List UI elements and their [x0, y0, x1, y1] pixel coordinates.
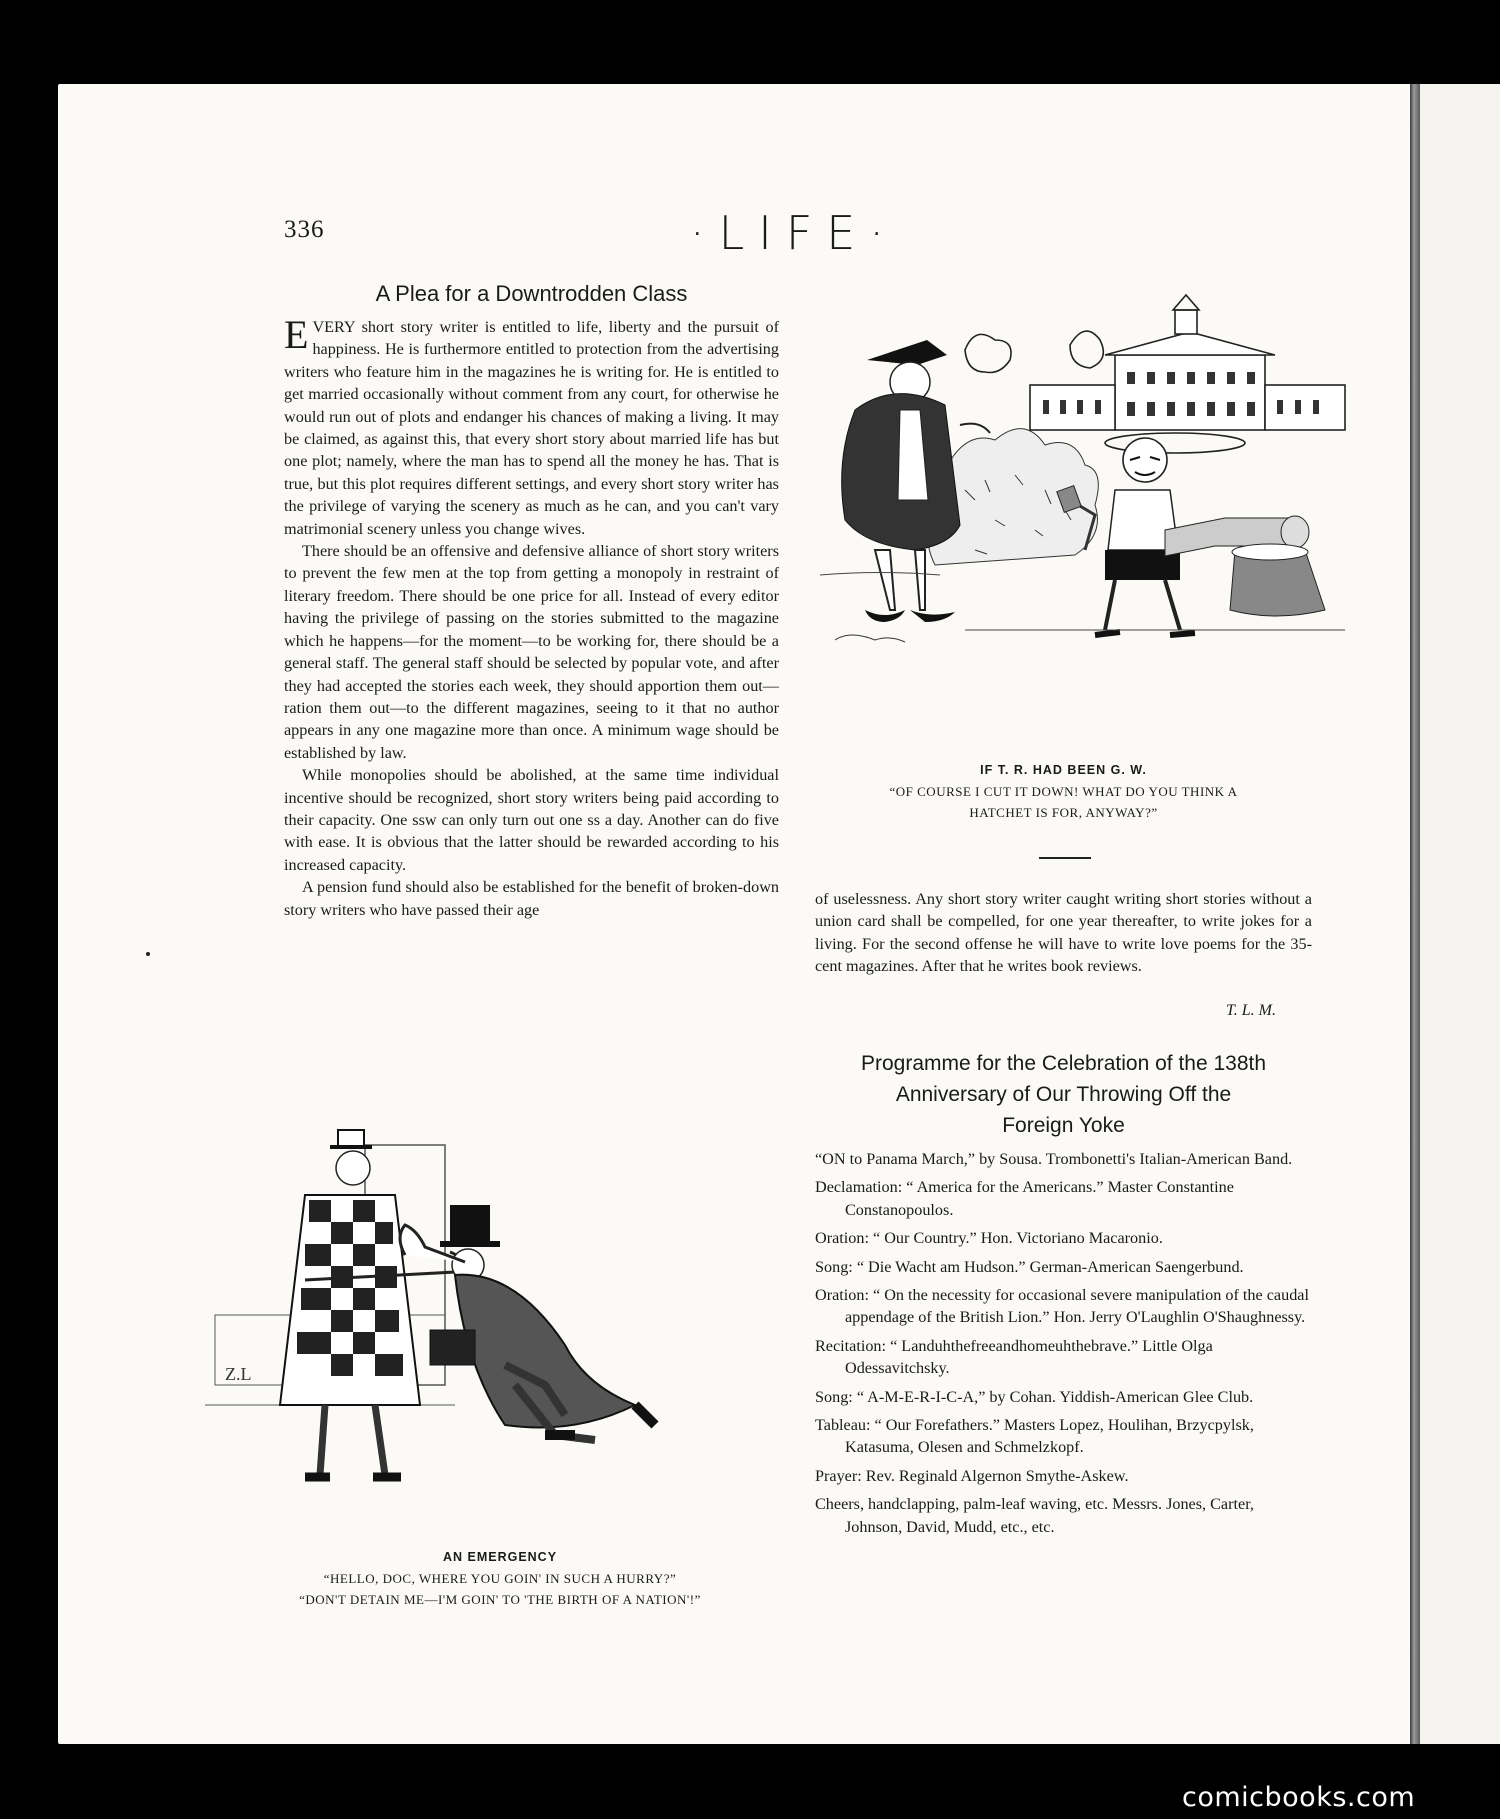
- section-rule: [1039, 857, 1091, 859]
- cartoon-emergency-line-2: “DON'T DETAIN ME—I'M GOIN' TO 'THE BIRTH OF A NATION'!”: [299, 1592, 701, 1607]
- programme-item: Tableau: “ Our Forefathers.” Masters Lopez, Houlihan, Brzycpylsk, Katasuma, Olesen and Schmelzkopf.: [815, 1416, 1254, 1457]
- watermark: comicbooks.com: [1182, 1782, 1416, 1813]
- checkered-coat-man: [280, 1130, 459, 1477]
- cartoon-emergency-title: AN EMERGENCY: [442, 1550, 558, 1564]
- drop-cap: E: [284, 312, 309, 357]
- facing-page-edge: [1420, 84, 1500, 1744]
- programme-item: Song: “ A-M-E-R-I-C-A,” by Cohan. Yiddish-American Glee Club.: [815, 1387, 1254, 1406]
- cartoon-washington-caption: [815, 760, 1312, 823]
- storefront-sign: Z.L: [225, 1364, 252, 1384]
- programme-item: Declamation: “ America for the Americans.” Master Constantine Constanopoulos.: [815, 1178, 1234, 1219]
- article-paragraph-3: While monopolies should be abolished, at the same time individual incentive should be recognized, short story writers being paid according to their capacity. One ssw can only turn out one ss a day. Another can do five with ease. It is obvious that the latter should be rewarded according to his increased capacity.: [284, 766, 779, 874]
- page-number: 336: [284, 216, 325, 243]
- programme-title: Programme for the Celebration of the 138th Anniversary of Our Throwing Off the Foreign Yoke: [860, 1052, 1267, 1137]
- artist-signature: [835, 635, 905, 642]
- tree-stump-drawing: [1165, 516, 1325, 616]
- cartoon-emergency-illustration: [205, 1105, 795, 1525]
- programme-item: Prayer: Rev. Reginald Algernon Smythe-Askew.: [815, 1466, 1129, 1485]
- programme-list: [815, 1148, 1312, 1544]
- programme-item: “ON to Panama March,” by Sousa. Trombonetti's Italian-American Band.: [815, 1150, 1293, 1168]
- article-paragraph-2: There should be an offensive and defensive alliance of short story writers to prevent the few men at the top from getting a monopoly in restraint of literary freedom. There should be one price for all. Instead of every editor having the privilege of passing on the stories submitted to the magazine which he happens—for the moment—to be working for, there should be a general staff. The general staff should be selected by popular vote, and after they had accepted the stories each week, they should apportion them out—ration them out—to the different magazines, seeing to it that no author appears in any one magazine more than once. A minimum wage should be established by law.: [284, 542, 779, 762]
- article-paragraph-4-continued: of uselessness. Any short story writer caught writing short stories without a union card shall be compelled, for one year thereafter, to write jokes for a living. For the second offense he will have to write love poems for the 35-cent magazines. After that he writes book reviews.: [815, 890, 1312, 976]
- programme-item: Oration: “ Our Country.” Hon. Victoriano Macaronio.: [815, 1229, 1163, 1248]
- author-signature: T. L. M.: [1226, 1002, 1276, 1019]
- cartoon-washington-line-2: HATCHET IS FOR, ANYWAY?”: [969, 805, 1158, 820]
- binding-spine: [1410, 84, 1420, 1744]
- programme-item: Recitation: “ Landuhthefreeandhomeuhthebrave.” Little Olga Odessavitchsky.: [815, 1336, 1213, 1378]
- article-paragraph-4: A pension fund should also be established for the benefit of broken-down story writers who have passed their age: [284, 878, 779, 919]
- masthead: ·LIFE·: [690, 206, 898, 260]
- speck: [146, 952, 150, 956]
- programme-item: Cheers, handclapping, palm-leaf waving, etc. Messrs. Jones, Carter, Johnson, David, Mudd, etc., etc.: [815, 1495, 1254, 1536]
- article-paragraph-1: EVERY short story writer is entitled to life, liberty and the pursuit of happiness. He is furthermore entitled to protection from the advertising writers who feature him in the magazines he is writing for. He is entitled to get married occasionally without comment from any court, for otherwise he would run out of plots and endanger his chances of making a living. It may be claimed, as against this, that every short story about married life has but one plot; namely, where the man has to spend all the money he has. That is true, but this plot requires different settings, and every short story writer has the privilege of varying the scenery as much as he can, and you can't vary matrimonial scenery unless you change wives.: [284, 312, 779, 538]
- cartoon-emergency-line-1: “HELLO, DOC, WHERE YOU GOIN' IN SUCH A HURRY?”: [323, 1571, 677, 1586]
- article-continuation: [815, 888, 1312, 978]
- cartoon-washington-illustration: [815, 290, 1360, 750]
- programme-item: Oration: “ On the necessity for occasional severe manipulation of the caudal appendage of the British Lion.” Hon. Jerry O'Laughlin O'Shaughnessy.: [815, 1286, 1309, 1327]
- programme-item: Song: “ Die Wacht am Hudson.” German-American Saengerbund.: [815, 1257, 1244, 1276]
- article-body: [284, 312, 779, 921]
- cartoon-emergency-caption: [205, 1547, 795, 1610]
- article-title: A Plea for a Downtrodden Class: [375, 281, 688, 306]
- cartoon-washington-line-1: “OF COURSE I CUT IT DOWN! WHAT DO YOU THINK A: [889, 784, 1238, 799]
- cartoon-washington-title: IF T. R. HAD BEEN G. W.: [980, 763, 1147, 777]
